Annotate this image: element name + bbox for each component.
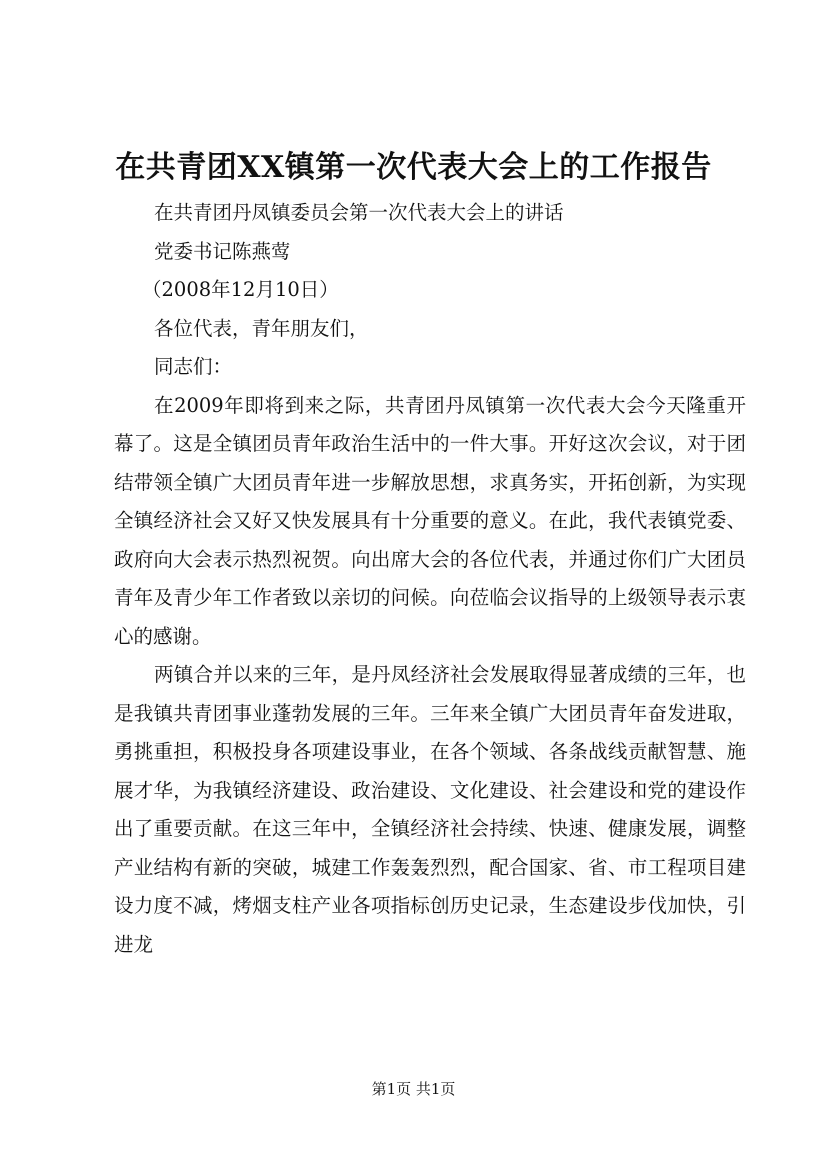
document-body bbox=[114, 194, 746, 964]
document-title: 在共青团XX镇第一次代表大会上的工作报告 bbox=[115, 150, 712, 185]
paragraph-achievements: 两镇合并以来的三年，是丹凤经济社会发展取得显著成绩的三年，也是我镇共青团事业蓬勃发展的三年。三年来全镇广大团员青年奋发进取，勇挑重担，积极投身各项建设事业，在各个领域、各条战线贡献智慧、施展才华，为我镇经济建设、政治建设、文化建设、社会建设和党的建设作出了重要贡献。在这三年中，全镇经济社会持续、快速、健康发展，调整产业结构有新的突破，城建工作轰轰烈烈，配合国家、省、市工程项目建设力度不减，烤烟支柱产业各项指标创历史记录，生态建设步伐加快，引进龙 bbox=[114, 663, 746, 956]
speaker-name: 党委书记陈燕莺 bbox=[154, 239, 291, 263]
speech-date: （2008年12月10日） bbox=[142, 278, 339, 301]
salutation-representatives: 各位代表，青年朋友们， bbox=[154, 316, 369, 340]
paragraph-opening: 在2009年即将到来之际，共青团丹凤镇第一次代表大会今天隆重开幕了。这是全镇团员青年政治生活中的一件大事。开好这次会议，对于团结带领全镇广大团员青年进一步解放思想，求真务实，开拓创新，为实现全镇经济社会又好又快发展具有十分重要的意义。在此，我代表镇党委、政府向大会表示热烈祝贺。向出席大会的各位代表，并通过你们广大团员青年及青少年工作者致以亲切的问候。向莅临会议指导的上级领导表示衷心的感谢。 bbox=[114, 393, 746, 648]
speech-subtitle: 在共青团丹凤镇委员会第一次代表大会上的讲话 bbox=[154, 201, 564, 224]
salutation-comrades: 同志们： bbox=[154, 355, 233, 378]
page-footer: 第1页 共1页 bbox=[371, 1080, 456, 1098]
